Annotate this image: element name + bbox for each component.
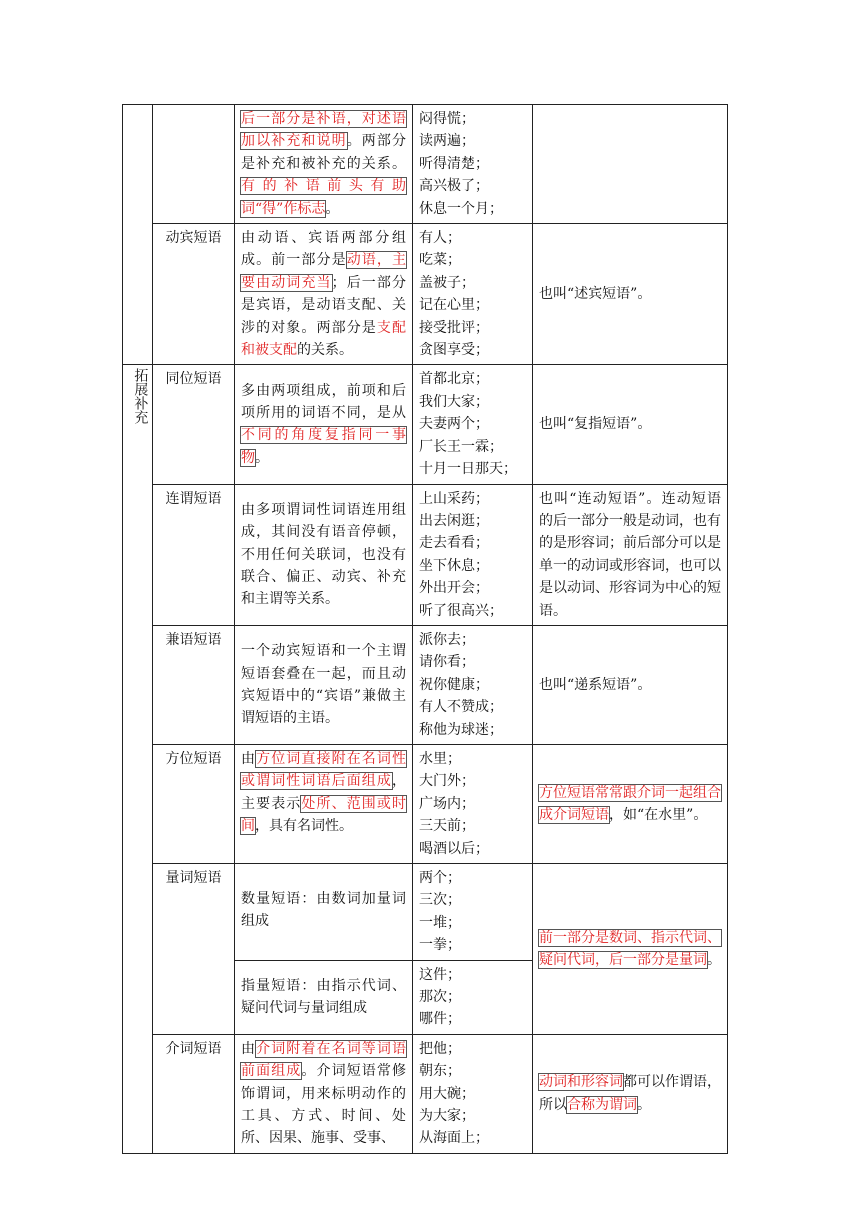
example-item: 那次；	[419, 989, 461, 1006]
phrase-description: 数量短语：由数词加量词组成	[235, 864, 413, 961]
examples-cell	[413, 484, 533, 625]
examples-cell	[413, 1034, 533, 1153]
example-item: 高兴极了；	[419, 178, 489, 195]
example-item: 我们大家；	[419, 393, 489, 410]
example-item: 一堆；	[419, 914, 461, 931]
note-text: 。	[707, 951, 721, 968]
highlight-text: 后一部分是补语，对述语加以补充和说明	[241, 111, 406, 150]
note-text: 都可以作谓语，所以	[539, 1074, 721, 1113]
example-item: 称他为球迷；	[419, 721, 503, 738]
example-item: 朝东；	[419, 1063, 461, 1080]
highlight-text: 不同的角度复指同一事物	[241, 427, 406, 466]
description-text: 由	[241, 750, 257, 767]
table-row	[123, 744, 728, 863]
highlight-text: 有的补语前头有助词“得”作标志	[241, 178, 406, 217]
description-text: ，具有名词性。	[255, 818, 353, 835]
highlight-text: 合称为谓词	[567, 1096, 637, 1113]
table-row	[123, 864, 728, 961]
phrase-name: 方位短语	[153, 744, 235, 863]
description-text: 的关系。	[297, 342, 353, 359]
example-item: 有人不赞成；	[419, 699, 503, 716]
examples-cell	[413, 625, 533, 744]
example-item: 厂长王一霖；	[419, 438, 503, 455]
phrase-note: 也叫“复指短语”。	[533, 365, 728, 484]
group-cell-blank	[123, 105, 153, 365]
description-text: 。	[325, 200, 340, 217]
phrase-name: 同位短语	[153, 365, 235, 484]
phrase-name-cell	[153, 105, 235, 224]
highlight-text: 处所、范围或时间	[241, 795, 407, 835]
phrase-note: 也叫“述宾短语”。	[533, 224, 728, 365]
example-item: 喝酒以后；	[419, 840, 489, 857]
phrase-description: 指量短语：由指示代词、疑问代词与量词组成	[235, 960, 413, 1034]
example-item: 三次；	[419, 892, 461, 909]
phrase-name: 介词短语	[153, 1034, 235, 1153]
group-label: 拓展补充	[132, 368, 149, 425]
description-text: 。	[255, 449, 269, 466]
phrase-description	[235, 224, 413, 365]
examples-cell	[413, 224, 533, 365]
example-item: 水里；	[419, 750, 461, 767]
example-item: 为大家；	[419, 1108, 475, 1125]
example-item: 请你看；	[419, 654, 475, 671]
table-row	[123, 484, 728, 625]
phrase-description	[235, 744, 413, 863]
example-item: 闷得慌；	[419, 111, 475, 127]
highlight-text: 动词和形容词	[539, 1074, 623, 1091]
phrase-name: 动宾短语	[153, 224, 235, 365]
description-text: 。介词短语常修饰谓词，用来标明动作的工具、方式、时间、处所、因果、施事、受事、	[241, 1063, 407, 1147]
description-text: ；后一部分是宾语，是动语支配、关涉的对象。两部分是	[241, 274, 407, 336]
highlight-text: 介词附着在名词等词语前面组成	[241, 1040, 407, 1080]
examples-cell	[413, 864, 533, 961]
phrase-note	[533, 1034, 728, 1153]
phrase-name: 量词短语	[153, 864, 235, 1035]
example-item: 出去闲逛；	[419, 512, 489, 529]
example-item: 十月一日那天；	[419, 461, 517, 478]
phrase-description: 一个动宾短语和一个主谓短语套叠在一起，而且动宾短语中的“宾语”兼做主谓短语的主语。	[235, 625, 413, 744]
highlight-text: 前一部分是数词、指示代词、疑问代词，后一部分是量词	[539, 929, 721, 968]
table-row	[123, 105, 728, 224]
example-item: 走去看看；	[419, 535, 489, 552]
example-item: 大门外；	[419, 773, 475, 790]
example-item: 外出开会；	[419, 580, 489, 597]
phrase-description	[235, 105, 413, 224]
example-item: 读两遍；	[419, 133, 475, 150]
example-item: 两个；	[419, 870, 461, 886]
description-text: 由	[241, 1040, 257, 1057]
table-row	[123, 365, 728, 484]
highlight-text: 支配和被支配	[241, 319, 407, 359]
note-text: ，如“在水里”。	[609, 806, 708, 823]
note-text: 。	[637, 1096, 651, 1113]
phrase-note: 也叫“连动短语”。连动短语的后一部分一般是动词，也有的是形容词；前后部分可以是单一的动词或形容词，也可以是以动词、形容词为中心的短语。	[533, 484, 728, 625]
phrase-note	[533, 744, 728, 863]
description-text: 由动语、宾语两部分组成。前一部分是	[241, 230, 406, 269]
phrase-note	[533, 864, 728, 1035]
example-item: 听了很高兴；	[419, 602, 503, 619]
example-item: 从海面上；	[419, 1130, 489, 1147]
example-item: 一拳；	[419, 937, 461, 954]
example-item: 首都北京；	[419, 371, 489, 388]
group-label-cell	[123, 365, 153, 1153]
description-text: 。两部分是补充和被补充的关系。	[241, 133, 407, 172]
examples-cell	[413, 365, 533, 484]
description-text: 多由两项组成，前项和后项所用的词语不同，是从	[241, 382, 406, 422]
example-item: 用大碗；	[419, 1085, 475, 1102]
example-item: 坐下休息；	[419, 557, 489, 574]
phrase-name: 连谓短语	[153, 484, 235, 625]
examples-cell	[413, 105, 533, 224]
table-row	[123, 1034, 728, 1153]
phrase-description: 由多项谓词性词语连用组成，其间没有语音停顿，不用任何关联词，也没有联合、偏正、动宾、补充和主谓等关系。	[235, 484, 413, 625]
description-text: ，主要表示	[241, 773, 406, 812]
example-item: 派你去；	[419, 631, 475, 648]
highlight-text: 方位短语常常跟介词一起组合成介词短语	[539, 784, 721, 823]
example-item: 有人；	[419, 230, 461, 247]
highlight-text: 动语，主要由动词充当	[241, 252, 407, 291]
phrase-description	[235, 365, 413, 484]
example-item: 广场内；	[419, 795, 475, 812]
example-item: 盖被子；	[419, 274, 475, 291]
example-item: 三天前；	[419, 818, 475, 835]
note-cell	[533, 105, 728, 224]
example-item: 这件；	[419, 966, 461, 983]
example-item: 听得清楚；	[419, 155, 489, 172]
examples-cell	[413, 744, 533, 863]
highlight-text: 方位词直接附在名词性或谓词性词语后面组成	[241, 750, 407, 790]
phrase-description	[235, 1034, 413, 1153]
table-row	[123, 625, 728, 744]
example-item: 休息一个月；	[419, 200, 503, 217]
example-item: 记在心里；	[419, 297, 489, 314]
example-item: 夫妻两个；	[419, 416, 489, 433]
example-item: 接受批评；	[419, 319, 489, 336]
phrase-name: 兼语短语	[153, 625, 235, 744]
examples-cell	[413, 960, 533, 1034]
phrase-table	[122, 104, 728, 1154]
example-item: 哪件；	[419, 1011, 461, 1028]
example-item: 贪图享受；	[419, 342, 489, 359]
example-item: 吃菜；	[419, 252, 461, 269]
example-item: 把他；	[419, 1040, 461, 1057]
table-row	[123, 224, 728, 365]
example-item: 上山采药；	[419, 490, 489, 507]
phrase-note: 也叫“递系短语”。	[533, 625, 728, 744]
example-item: 祝你健康；	[419, 676, 489, 693]
